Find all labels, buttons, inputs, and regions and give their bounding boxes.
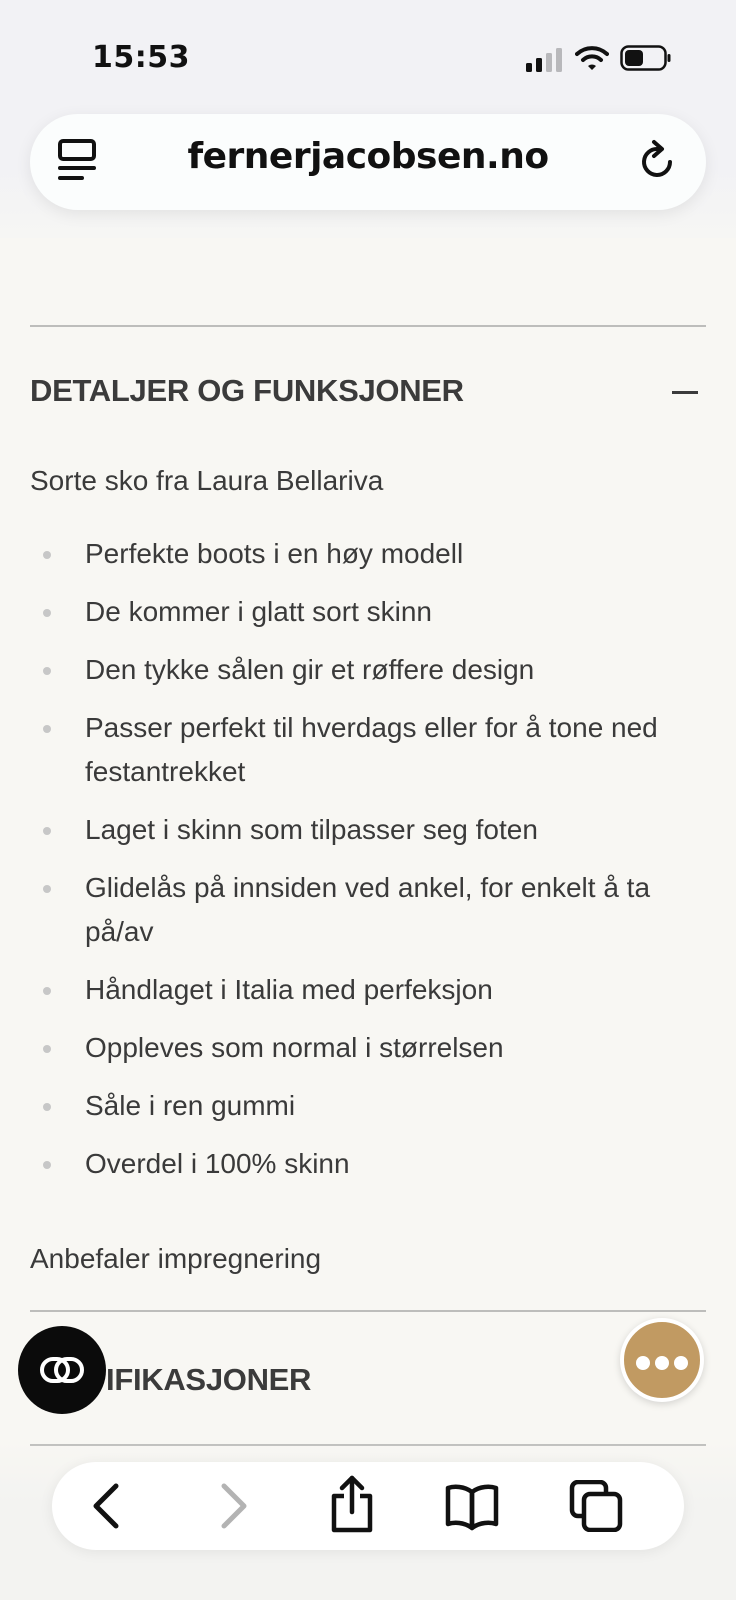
url-text[interactable]: fernerjacobsen.no <box>187 136 549 177</box>
status-time: 15:53 <box>92 40 190 75</box>
list-item: Laget i skinn som tilpasser seg foten <box>30 808 710 852</box>
list-item: Overdel i 100% skinn <box>30 1142 710 1186</box>
wifi-icon <box>575 44 609 72</box>
list-item: Oppleves som normal i størrelsen <box>30 1026 710 1070</box>
bullet-dot-icon <box>43 987 51 995</box>
bullet-dot-icon <box>43 551 51 559</box>
specs-section-title[interactable]: IFIKASJONER <box>106 1362 312 1397</box>
bullet-dot-icon <box>43 1161 51 1169</box>
tabs-button[interactable] <box>568 1480 624 1532</box>
bullet-dot-icon <box>43 827 51 835</box>
browser-toolbar <box>52 1462 684 1550</box>
list-item: Perfekte boots i en høy modell <box>30 532 710 576</box>
bullet-dot-icon <box>43 609 51 617</box>
tabs-icon <box>568 1480 624 1532</box>
bullet-dot-icon <box>43 1103 51 1111</box>
list-item: Såle i ren gummi <box>30 1084 710 1128</box>
reader-mode-icon[interactable] <box>56 138 102 186</box>
back-button[interactable] <box>80 1480 136 1532</box>
more-dots-icon <box>636 1356 650 1370</box>
chevron-left-icon <box>80 1480 136 1532</box>
details-outro: Anbefaler impregnering <box>30 1243 322 1274</box>
list-item: Glidelås på innsiden ved ankel, for enkelt å ta på/av <box>30 866 710 954</box>
bullet-dot-icon <box>43 725 51 733</box>
details-section-title[interactable]: DETALJER OG FUNKSJONER <box>30 373 464 408</box>
more-dots-icon <box>655 1356 669 1370</box>
share-button[interactable] <box>324 1474 380 1534</box>
browser-top-chrome <box>0 0 736 238</box>
bookmarks-button[interactable] <box>444 1480 500 1532</box>
list-item: Den tykke sålen gir et røffere design <box>30 648 710 692</box>
section-divider <box>30 1310 706 1312</box>
bullet-dot-icon <box>43 885 51 893</box>
share-icon <box>324 1474 380 1534</box>
details-feature-list <box>30 532 710 1200</box>
chevron-right-icon <box>204 1480 260 1532</box>
reload-icon[interactable] <box>636 138 680 186</box>
more-options-button[interactable] <box>620 1318 704 1402</box>
bullet-dot-icon <box>43 667 51 675</box>
link-button[interactable] <box>18 1326 106 1414</box>
link-icon <box>40 1356 84 1384</box>
status-bar <box>0 0 736 110</box>
list-item: Håndlaget i Italia med perfeksjon <box>30 968 710 1012</box>
details-intro: Sorte sko fra Laura Bellariva <box>30 465 384 496</box>
section-divider <box>30 325 706 327</box>
minus-icon[interactable] <box>672 391 698 394</box>
list-item: Passer perfekt til hverdags eller for å tone ned festantrekket <box>30 706 710 794</box>
cellular-signal-icon <box>526 48 562 72</box>
bullet-dot-icon <box>43 1045 51 1053</box>
battery-icon <box>620 44 672 72</box>
address-bar[interactable] <box>30 114 706 210</box>
book-icon <box>444 1480 500 1532</box>
forward-button[interactable] <box>204 1480 260 1532</box>
more-dots-icon <box>674 1356 688 1370</box>
list-item: De kommer i glatt sort skinn <box>30 590 710 634</box>
